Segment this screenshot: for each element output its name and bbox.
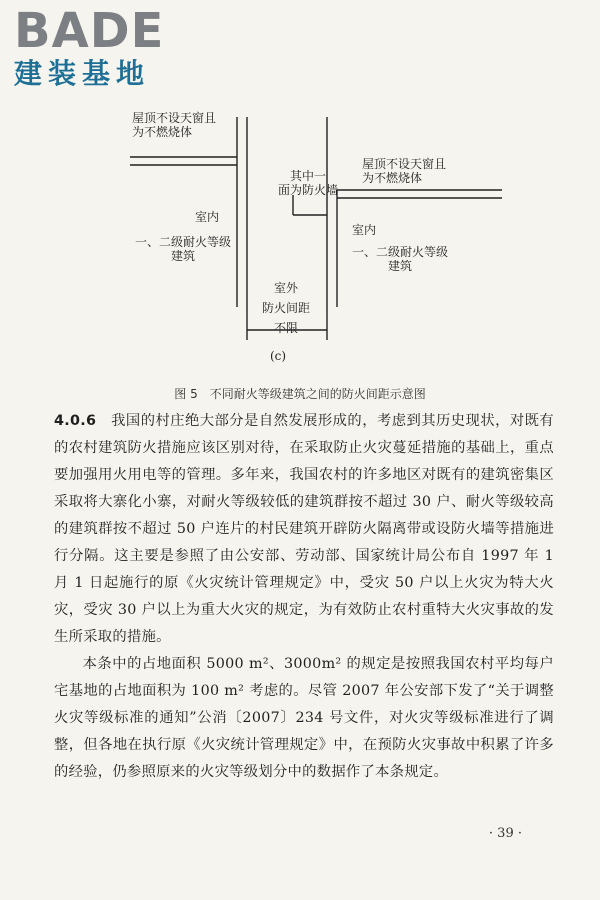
bade-logo [14, 3, 189, 90]
figure-caption: 图 5 不同耐火等级建筑之间的防火间距示意图 [174, 387, 426, 401]
roof-note-left: 屋顶不设天窗且 为不燃烧体 [132, 111, 217, 139]
spacing-label: 防火间距 不限 [261, 301, 310, 335]
logo-brand: BADE [14, 3, 165, 59]
firewall-note: 其中一 面为防火墙 [278, 169, 339, 197]
body-text [54, 408, 554, 786]
grade-label-left: 一、二级耐火等级 建筑 [135, 235, 232, 263]
fire-spacing-diagram [130, 95, 510, 370]
grade-label-right: 一、二级耐火等级 建筑 [352, 245, 449, 273]
indoor-label-left: 室内 [195, 210, 220, 224]
indoor-label-right: 室内 [352, 223, 377, 237]
section-number: 4.0.6 [54, 413, 97, 429]
figure-sub-label: (c) [270, 349, 287, 363]
logo-subtitle: 建装基地 [14, 57, 151, 90]
paragraph-1-text: 我国的村庄绝大部分是自然发展形成的，考虑到其历史现状，对既有的农村建筑防火措施应该区别对待，在采取防止火灾蔓延措施的基础上，重点要加强用火用电等的管理。多年来，我国农村的许多地区对既有的建筑密集区采取将大寨化小寨，对耐火等级较低的建筑群按不超过 30 户、耐火等级较高的建筑群按不超过 50 户连片的村民建筑开辟防火隔离带或设防火墙等措施进行分隔。这主要是参照了由公安部、劳动部、国家统计局公布自 1997 年 1 月 1 日起施行的原《火灾统计管理规定》中，受灾 50 户以上火灾为特大火灾，受灾 30 户以上为重大火灾的规定，为有效防止农村重特大火灾事故的发生所采取的措施。 [54, 413, 554, 645]
paragraph-2: 本条中的占地面积 5000 m²、3000m² 的规定是按照我国农村平均每户宅基地的占地面积为 100 m² 考虑的。尽管 2007 年公安部下发了“关于调整火灾等级标准的通知”公消〔2007〕234 号文件，对火灾等级标准进行了调整，但各地在执行原《火灾统计管理规定》中，在预防火灾事故中积累了许多的经验，仍参照原来的火灾等级划分中的数据作了本条规定。 [54, 656, 554, 780]
paragraph-1 [54, 408, 554, 651]
page-number: · 39 · [488, 826, 522, 841]
outdoor-label: 室外 [274, 281, 299, 295]
roof-note-right: 屋顶不设天窗且 为不燃烧体 [362, 157, 447, 185]
